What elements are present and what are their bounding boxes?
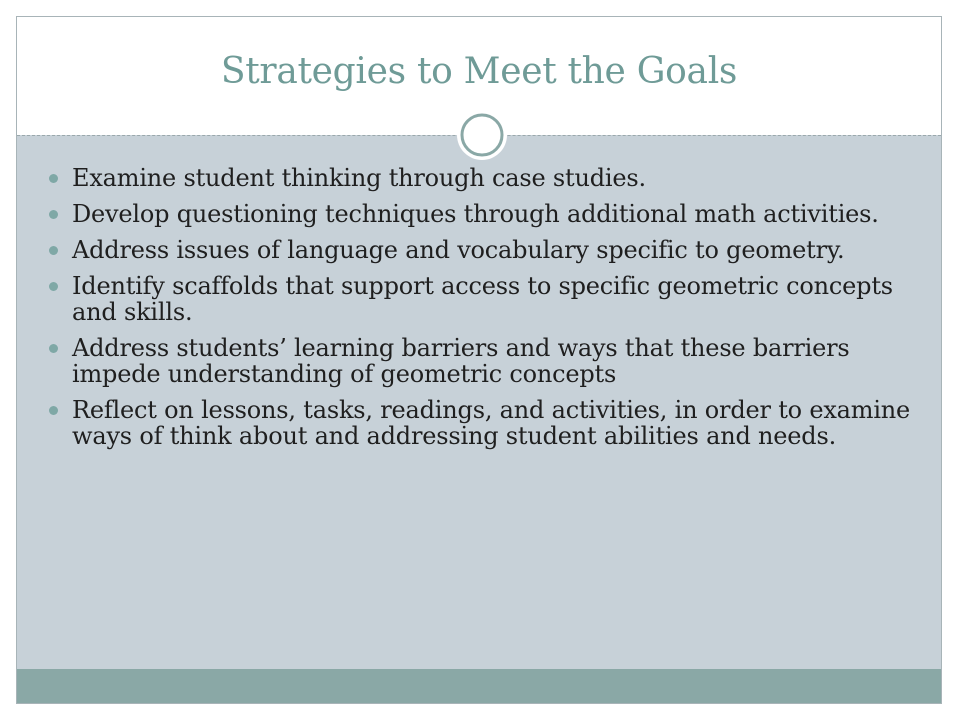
bullet-item	[49, 273, 919, 325]
bullet-item	[49, 201, 919, 227]
bullet-text: Reflect on lessons, tasks, readings, and activities, in order to examine ways of think about and addressing student abilities and needs.	[72, 396, 911, 450]
bullet-text: Address issues of language and vocabulary specific to geometry.	[72, 236, 845, 264]
bullet-text: Address students’ learning barriers and ways that these barriers impede understanding of geometric concepts	[72, 334, 850, 388]
bullet-dot-icon	[49, 282, 58, 291]
bullet-text: Develop questioning techniques through additional math activities.	[72, 200, 879, 228]
bullet-list	[49, 165, 919, 459]
bullet-item	[49, 165, 919, 191]
slide-title: Strategies to Meet the Goals	[220, 51, 738, 92]
bullet-dot-icon	[49, 174, 58, 183]
bullet-text: Identify scaffolds that support access to specific geometric concepts and skills.	[72, 272, 893, 326]
bullet-dot-icon	[49, 210, 58, 219]
bullet-item	[49, 397, 919, 449]
footer-band	[17, 669, 941, 703]
bullet-item	[49, 237, 919, 263]
bullet-dot-icon	[49, 344, 58, 353]
ring-icon	[455, 108, 509, 162]
bullet-text: Examine student thinking through case studies.	[72, 164, 646, 192]
slide	[16, 16, 942, 704]
bullet-item	[49, 335, 919, 387]
bullet-dot-icon	[49, 406, 58, 415]
bullet-dot-icon	[49, 246, 58, 255]
